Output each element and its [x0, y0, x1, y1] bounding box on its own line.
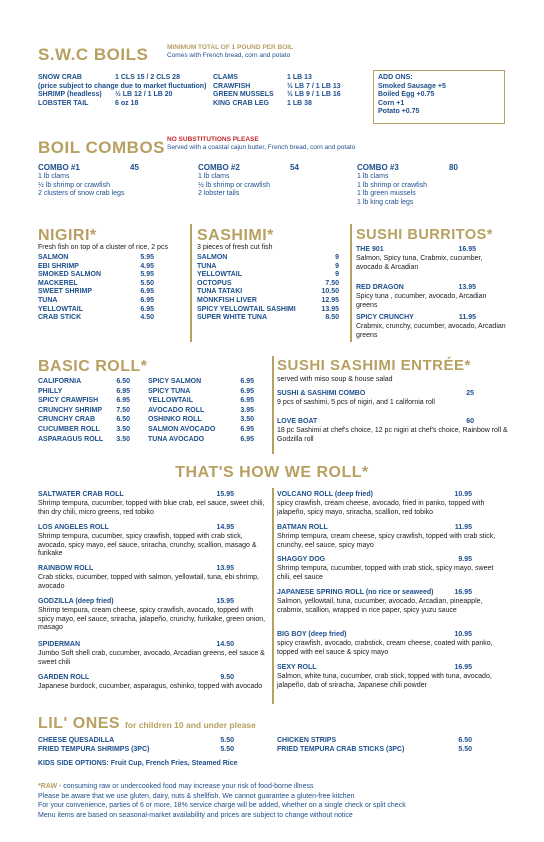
nigiri-title: NIGIRI* [38, 227, 97, 244]
kids-item-name: CHEESE QUESADILLA [38, 737, 115, 744]
roll-item-desc: Jumbo Soft shell crab, cucumber, avocado, Arcadian greens, eel sauce & sweet chili [38, 649, 265, 666]
kids-item-price: 5.50 [458, 746, 472, 753]
nigiri-item-price: 6.95 [140, 305, 154, 313]
roll-item-name: SEXY ROLL [277, 664, 317, 671]
divider-vertical [190, 224, 192, 342]
roll-item-desc: Shrimp tempura, cucumber, topped with crab stick, spicy mayo, sweet chili, eel sauce [277, 564, 494, 581]
roll-item-name: SPIDERMAN [38, 641, 81, 648]
combo-line: 2 clusters of snow crab legs [38, 190, 125, 197]
kids-item-price: 5.50 [220, 737, 234, 744]
basic-item-price: 6.95 [116, 397, 130, 405]
roll-item [277, 589, 509, 631]
combo-line: 1 lb king crab legs [357, 198, 414, 206]
divider-vertical [350, 224, 352, 342]
nigiri-item-name: SWEET SHRIMP [38, 288, 93, 296]
combo-price: 45 [130, 163, 139, 172]
roll-item [38, 674, 266, 692]
boil-item-name: CRAWFISH [213, 82, 251, 90]
roll-item-name: BIG BOY (deep fried) [277, 631, 347, 638]
basic-col1 [38, 378, 148, 445]
basic-item-price: 6.95 [240, 425, 254, 433]
sashimi-item-name: SALMON [197, 254, 228, 261]
basic-item-name: SPICY SALMON [148, 378, 202, 385]
roll-item-desc: Shrimp tempura, cucumber, topped with blue crab, eel sauce, sweet chili, thin dry chili, micro greens, red tobiko [38, 499, 265, 516]
combos-note [167, 136, 355, 152]
roll-item-price: 14.50 [216, 641, 234, 648]
roll-item-price: 16.95 [454, 664, 472, 671]
combos-title: BOIL COMBOS [38, 138, 166, 157]
roll-item-desc: Shrimp tempura, cream cheese, spicy crawfish, avocado, topped with spicy mayo, eel sauce, sriracha, jalapeño, crunchy, furikake, green onion, masago [38, 606, 266, 632]
footer [38, 783, 508, 821]
roll-item-name: BATMAN ROLL [277, 524, 328, 531]
combo-line: 1 lb shrimp or crawfish [357, 181, 428, 189]
basic-item-name: TUNA AVOCADO [148, 435, 205, 443]
boil-item-price: 1 LB 38 [287, 99, 312, 107]
basic-item-name: PHILLY [38, 387, 63, 395]
basic-item-name: SPICY TUNA [148, 387, 191, 395]
divider-vertical [272, 356, 274, 454]
boil-item-price: ½ LB 9 / 1 LB 16 [287, 91, 341, 98]
boil-item-name: SNOW CRAB [38, 74, 82, 81]
kids-item-name: FRIED TEMPURA SHRIMPS (3PC) [38, 746, 150, 753]
basic-col2 [148, 378, 263, 445]
roll-item [277, 664, 509, 690]
addon-item: Corn +1 [378, 99, 405, 107]
roll-item-desc: Japanese burdock, cucumber, asparagus, oshinko, topped with avocado [38, 682, 263, 690]
roll-item-price: 14.95 [216, 524, 234, 531]
burrito-item-name: THE 901 [356, 246, 384, 253]
roll-item [277, 631, 509, 664]
kids-col1 [38, 737, 234, 755]
roll-item-desc: Shrimp tempura, cucumber, spicy crawfish, topped with crab stick, avocado, spicy mayo, eel sauce, sriracha, crunchy, scallion, masago & furikake [38, 532, 257, 558]
burrito-item-name: RED DRAGON [356, 284, 404, 291]
basic-item-name: CRUNCHY CRAB [38, 416, 96, 424]
burrito-item-desc: Crabmix, crunchy, cucumber, avocado, Arcadian greens [356, 322, 506, 339]
basic-item-name: YELLOWTAIL [148, 397, 193, 405]
raw-text: - consuming raw or undercooked food may increase your risk of food-borne illness [57, 783, 314, 790]
sashimi-item-name: TUNA [197, 262, 217, 270]
combos-note-sub: Served with a coastal cajun butter, French bread, corn and potato [167, 144, 356, 152]
roll-item-desc: Shrimp tempura, cream cheese, spicy crawfish, topped with crab stick, crunchy, eel sauce, spicy mayo [277, 532, 496, 549]
roll-item [277, 556, 509, 589]
basic-item-name: CUCUMBER ROLL [38, 425, 100, 433]
basic-item-price: 6.95 [240, 435, 254, 443]
burrito-item [356, 314, 508, 340]
basic-item-price: 3.50 [240, 416, 254, 424]
basic-item-price: 6.95 [240, 378, 254, 385]
entree-item-desc: 9 pcs of sashimi, 5 pcs of nigiri, and 1 california roll [277, 398, 435, 406]
combo-line: ½ lb shrimp or crawfish [198, 181, 270, 189]
basic-item-price: 6.95 [116, 387, 130, 395]
entree-item-price: 25 [466, 390, 474, 397]
raw-label: *RAW [38, 783, 58, 790]
kids-title: LIL' ONES [38, 715, 121, 732]
roll-item [277, 524, 509, 556]
roll-item-desc: Salmon, yellowtail, tuna, cucumber, avocado, Arcadian, pineapple, crabmix, scallion, wrapped in rice paper, spicy yuzu sauce [277, 597, 483, 614]
basic-item-name: CALIFORNIA [38, 378, 82, 385]
boils-col1 [38, 74, 208, 108]
roll-item-price: 16.95 [454, 589, 472, 596]
kids-col2 [277, 737, 472, 755]
footer-line: Please be aware that we use gluten, dairy, nuts & shellfish. We cannot guarantee a gluten-free kitchen [38, 792, 355, 800]
basic-item-price: 6.50 [116, 378, 130, 385]
nigiri-item-price: 5.95 [140, 254, 154, 261]
boil-item-name: GREEN MUSSELS [213, 91, 274, 98]
kids-sides: KIDS SIDE OPTIONS: Fruit Cup, French Fries, Steamed Rice [38, 760, 238, 767]
roll-item [38, 598, 266, 641]
burrito-item-name: SPICY CRUNCHY [356, 314, 414, 321]
basic-section [38, 357, 268, 445]
roll-item-desc: Crab sticks, cucumber, topped with salmon, yellowtail, tuna, ebi shrimp, avocado [38, 573, 259, 590]
footer-line: Menu items are based on seasonal-market availability and prices are subject to change without notice [38, 811, 353, 819]
boil-item-name: KING CRAB LEG [213, 99, 269, 107]
burrito-item-price: 13.95 [458, 284, 476, 291]
nigiri-section [38, 226, 186, 323]
roll-item-name: GARDEN ROLL [38, 674, 90, 681]
roll-item-name: RAINBOW ROLL [38, 565, 94, 572]
kids-item-price: 6.50 [458, 737, 472, 744]
basic-title: BASIC ROLL* [38, 358, 148, 375]
basic-item-name: AVOCADO ROLL [148, 406, 205, 414]
roll-item-desc: Salmon, white tuna, cucumber, crab stick, topped with tuna, avocado, jalapeño, dab of sriracha, Japanese chili powder [277, 672, 492, 689]
combo-name: COMBO #1 [38, 163, 80, 172]
basic-item-price: 6.95 [240, 397, 254, 405]
entree-item [277, 418, 509, 444]
roll-item-price: 11.95 [454, 524, 472, 531]
combo-name: COMBO #2 [198, 163, 240, 172]
burrito-item-price: 11.95 [458, 314, 476, 321]
boil-item-note: (price subject to change due to market fluctuation) [38, 82, 207, 90]
burrito-item [356, 246, 508, 284]
roll-item-name: JAPANESE SPRING ROLL (no rice or seaweed) [277, 589, 434, 596]
kids-item-name: FRIED TEMPURA CRAB STICKS (3PC) [277, 746, 405, 753]
nigiri-item-price: 4.50 [140, 314, 154, 322]
nigiri-item-name: SALMON [38, 254, 69, 261]
combo-name: COMBO #3 [357, 163, 399, 172]
roll-item-name: LOS ANGELES ROLL [38, 524, 109, 531]
boils-note-sub: Comes with French bread, corn and potato [167, 52, 291, 60]
boil-item-price: 6 oz 18 [115, 99, 139, 107]
sashimi-item-price: 12.95 [321, 296, 339, 304]
boil-item-name: SHRIMP (headless) [38, 91, 102, 98]
basic-item-price: 3.95 [240, 406, 254, 414]
hwr-title: THAT'S HOW WE ROLL* [175, 464, 369, 481]
roll-item [38, 524, 266, 565]
kids-sub: for children 10 and under please [125, 720, 256, 730]
burrito-item-desc: Salmon, Spicy tuna, Crabmix, cucumber, avocado & Arcadian [356, 254, 483, 271]
sashimi-item-name: YELLOWTAIL [197, 271, 242, 279]
roll-item-price: 9.95 [458, 556, 472, 563]
entree-item-desc: 18 pc Sashimi at chef's choice, 12 pc nigiri at chef's choice, Rainbow roll & Godzilla roll [277, 426, 508, 443]
sashimi-item-price: 9 [335, 262, 339, 270]
nigiri-item-price: 4.95 [140, 262, 154, 270]
roll-item-name: VOLCANO ROLL (deep fried) [277, 491, 373, 498]
combo-line: 1 lb green mussels [357, 190, 416, 197]
boil-item-price: 1 CLS 15 / 2 CLS 28 [115, 74, 180, 81]
entree-item [277, 390, 509, 418]
roll-item [38, 641, 266, 674]
sashimi-item-name: TUNA TATAKI [197, 288, 243, 296]
addon-item: Potato +0.75 [378, 108, 420, 115]
kids-header [38, 714, 256, 734]
sashimi-item-price: 9 [335, 254, 339, 261]
boils-note-title: MINIMUM TOTAL OF 1 POUND PER BOIL [167, 44, 294, 51]
entree-item-name: SUSHI & SASHIMI COMBO [277, 390, 366, 397]
roll-item [277, 491, 509, 524]
nigiri-item-price: 6.95 [140, 288, 154, 296]
roll-item-name: GODZILLA (deep fried) [38, 598, 114, 605]
entree-sub: served with miso soup & house salad [277, 376, 393, 383]
boils-note [167, 44, 293, 60]
basic-item-name: OSHINKO ROLL [148, 416, 202, 424]
basic-item-price: 7.50 [116, 406, 130, 414]
addons-box [373, 70, 505, 124]
combo-2 [198, 163, 348, 199]
nigiri-item-name: CRAB STICK [38, 314, 82, 322]
kids-item-name: CHICKEN STRIPS [277, 737, 337, 744]
footer-raw-note [38, 783, 508, 793]
burritos-section [356, 226, 508, 340]
roll-item-price: 10.95 [454, 631, 472, 638]
basic-item-name: ASPARAGUS ROLL [38, 435, 104, 443]
roll-item-price: 10.95 [454, 491, 472, 498]
roll-item [38, 565, 266, 598]
basic-item-price: 6.95 [240, 387, 254, 395]
entree-title: SUSHI SASHIMI ENTRÉE* [277, 357, 471, 374]
boils-title: S.W.C BOILS [38, 45, 149, 64]
roll-item-name: SHAGGY DOG [277, 556, 326, 563]
boils-col2 [213, 74, 368, 108]
footer-line: For your convenience, parties of 6 or more, 18% service charge will be added, whether on a single check or split check [38, 802, 406, 809]
sashimi-item-price: 7.50 [325, 279, 339, 287]
hwr-col1 [38, 491, 266, 692]
boil-item-price: 1 LB 13 [287, 74, 312, 81]
roll-item [38, 491, 266, 524]
nigiri-item-name: MACKEREL [38, 279, 78, 287]
basic-item-price: 3.50 [116, 435, 130, 443]
nigiri-item-name: YELLOWTAIL [38, 305, 83, 313]
roll-item-desc: spicy crawfish, avocado, crabstick, cream cheese, coated with panko, topped with eel sauce & spicy mayo [277, 639, 493, 656]
basic-item-price: 6.50 [116, 416, 130, 424]
combo-1 [38, 163, 188, 199]
hwr-col2 [277, 491, 509, 690]
sashimi-item-price: 9 [335, 271, 339, 279]
nigiri-item-name: SMOKED SALMON [38, 271, 101, 279]
burrito-item [356, 284, 508, 314]
nigiri-sub: Fresh fish on top of a cluster of rice, 2 pcs [38, 244, 168, 251]
burrito-item-price: 16.95 [458, 246, 476, 253]
roll-item-name: SALTWATER CRAB ROLL [38, 491, 124, 498]
roll-item-desc: spicy crawfish, cream cheese, avocado, fried in panko, topped with jalapeño, spicy mayo, sriracha, scallion, red tobiko [277, 499, 485, 516]
combo-price: 54 [290, 163, 299, 172]
combo-3 [357, 163, 507, 207]
basic-item-price: 3.50 [116, 425, 130, 433]
addon-item: Boiled Egg +0.75 [378, 91, 435, 98]
sashimi-item-price: 8.50 [325, 314, 339, 322]
roll-item-price: 15.95 [216, 598, 234, 605]
burrito-item-desc: Spicy tuna , cucumber, avocado, Arcadian greens [356, 292, 487, 309]
roll-item-price: 15.95 [216, 491, 234, 498]
addons-title: ADD ONS: [378, 74, 413, 81]
sashimi-item-name: MONKFISH LIVER [197, 296, 257, 304]
combos-note-title: NO SUBSTITUTIONS PLEASE [167, 136, 259, 143]
entree-item-name: LOVE BOAT [277, 418, 318, 425]
sashimi-item-price: 10.50 [321, 288, 339, 296]
combo-line: ½ lb shrimp or crawfish [38, 181, 110, 189]
sashimi-item-name: OCTOPUS [197, 279, 232, 287]
nigiri-item-name: EBI SHRIMP [38, 262, 79, 270]
boil-item-name: LOBSTER TAIL [38, 99, 89, 107]
sashimi-section [197, 226, 345, 323]
nigiri-item-price: 5.95 [140, 271, 154, 279]
sashimi-item-name: SUPER WHITE TUNA [197, 314, 267, 322]
sashimi-sub: 3 pieces of fresh cut fish [197, 244, 273, 251]
sashimi-item-name: SPICY YELLOWTAIL SASHIMI [197, 305, 296, 313]
addon-item: Smoked Sausage +5 [378, 82, 446, 90]
combo-line: 1 lb clams [198, 173, 230, 180]
basic-item-name: SPICY CRAWFISH [38, 397, 99, 405]
combo-line: 1 lb clams [357, 173, 389, 180]
combo-line: 2 lobster tails [198, 190, 240, 197]
boil-item-price: ½ LB 12 / 1 LB 20 [115, 91, 173, 98]
nigiri-item-name: TUNA [38, 296, 58, 304]
kids-item-price: 5.50 [220, 746, 234, 753]
basic-item-name: CRUNCHY SHRIMP [38, 406, 103, 414]
burritos-title: SUSHI BURRITOS* [356, 227, 493, 243]
nigiri-item-price: 6.95 [140, 296, 154, 304]
boil-item-price: ½ LB 7 / 1 LB 13 [287, 82, 341, 90]
entree-section [277, 357, 509, 444]
nigiri-item-price: 5.50 [140, 279, 154, 287]
basic-item-name: SALMON AVOCADO [148, 425, 216, 433]
combo-line: 1 lb clams [38, 173, 70, 180]
boil-item-name: CLAMS [213, 74, 238, 81]
roll-item-price: 13.95 [216, 565, 234, 572]
combo-price: 80 [449, 163, 458, 172]
sashimi-item-price: 13.95 [321, 305, 339, 313]
sashimi-title: SASHIMI* [197, 227, 274, 244]
entree-item-price: 60 [466, 418, 474, 425]
roll-item-price: 9.50 [220, 674, 234, 681]
divider-vertical [272, 488, 274, 704]
